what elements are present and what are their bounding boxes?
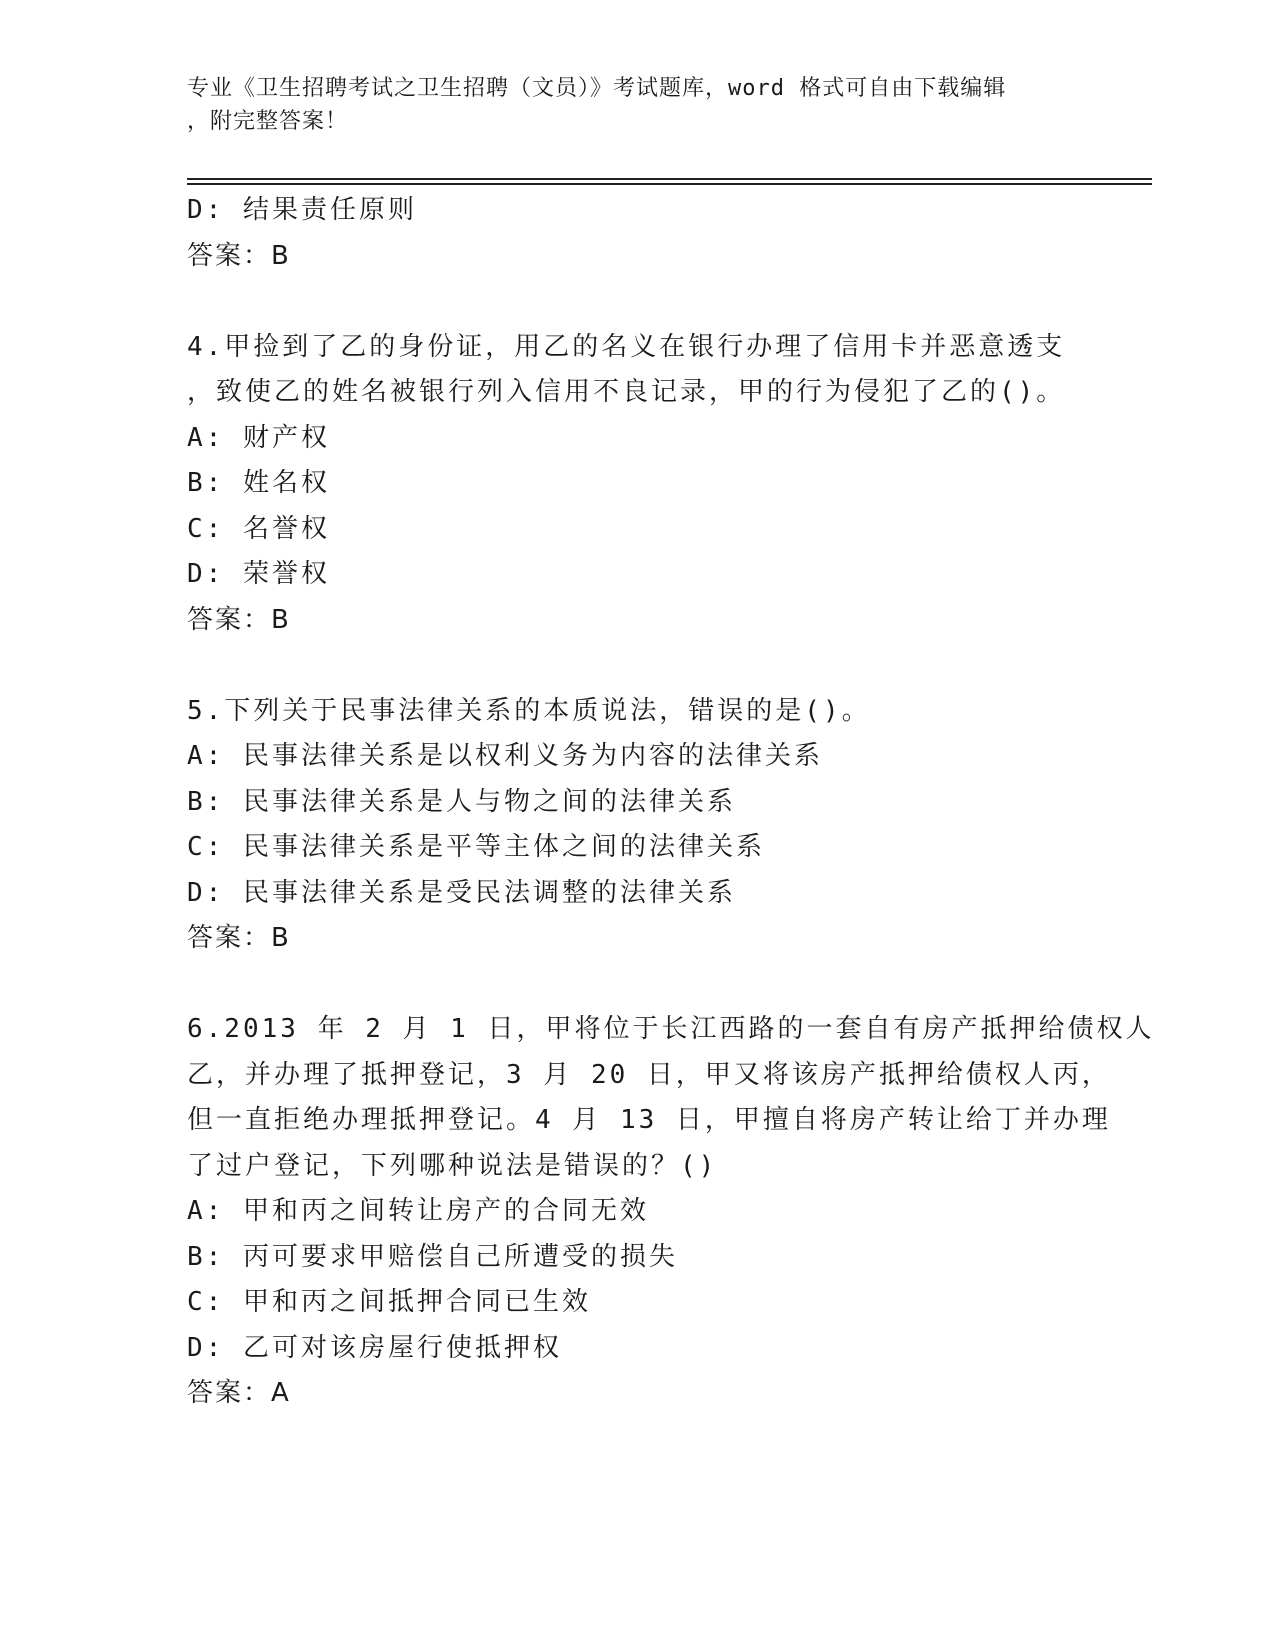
q4-stem-line-2: ，致使乙的姓名被银行列入信用不良记录，甲的行为侵犯了乙的()。: [187, 377, 1066, 407]
q6-stem-line-3: 但一直拒绝办理抵押登记。4 月 13 日，甲擅自将房产转让给丁并办理: [187, 1105, 1111, 1135]
header-line-1: 专业《卫生招聘考试之卫生招聘（文员）》考试题库，word 格式可自由下载编辑: [187, 76, 1007, 101]
header-line-2: ，附完整答案！: [187, 109, 349, 134]
q4-answer: 答案：B: [187, 604, 291, 635]
header-divider-bottom: [187, 183, 1152, 185]
q4-stem-line-1: 4.甲捡到了乙的身份证，用乙的名义在银行办理了信用卡并恶意透支: [187, 331, 1066, 362]
q3-option-d: D: 结果责任原则: [187, 195, 417, 225]
q6-answer: 答案：A: [187, 1378, 291, 1408]
q4-option-b: B: 姓名权: [187, 468, 330, 498]
question-6: [187, 1007, 1155, 1417]
q4-option-a: A: 财产权: [187, 422, 330, 453]
q5-option-b: B: 民事法律关系是人与物之间的法律关系: [187, 786, 736, 817]
q6-stem-line-2: 乙，并办理了抵押登记，3 月 20 日，甲又将该房产抵押给债权人丙，: [187, 1059, 1111, 1090]
document-header: [187, 72, 1067, 138]
q5-stem: 5.下列关于民事法律关系的本质说法，错误的是()。: [187, 695, 871, 726]
q5-option-d: D: 民事法律关系是受民法调整的法律关系: [187, 877, 736, 908]
question-list: [187, 188, 1155, 1417]
q6-option-c: C: 甲和丙之间抵押合同已生效: [187, 1287, 591, 1317]
spacer: [187, 643, 1087, 689]
question-5: [187, 689, 1087, 962]
question-3: [187, 188, 1087, 279]
q5-option-a: A: 民事法律关系是以权利义务为内容的法律关系: [187, 741, 823, 771]
q5-answer: 答案：B: [187, 923, 291, 953]
q6-option-a: A: 甲和丙之间转让房产的合同无效: [187, 1196, 649, 1226]
q3-answer: 答案：B: [187, 240, 291, 271]
q6-option-d: D: 乙可对该房屋行使抵押权: [187, 1332, 562, 1363]
question-4: [187, 325, 1087, 644]
q5-option-c: C: 民事法律关系是平等主体之间的法律关系: [187, 832, 765, 862]
q4-option-c: C: 名誉权: [187, 513, 330, 544]
spacer: [187, 962, 1087, 1008]
q6-stem-line-4: 了过户登记，下列哪种说法是错误的？(): [187, 1150, 718, 1181]
q4-option-d: D: 荣誉权: [187, 559, 330, 589]
q6-stem-line-1: 6.2013 年 2 月 1 日，甲将位于长江西路的一套自有房产抵押给债权人: [187, 1014, 1155, 1044]
q6-option-b: B: 丙可要求甲赔偿自己所遭受的损失: [187, 1241, 678, 1272]
header-divider-top: [187, 178, 1152, 180]
spacer: [187, 279, 1087, 325]
